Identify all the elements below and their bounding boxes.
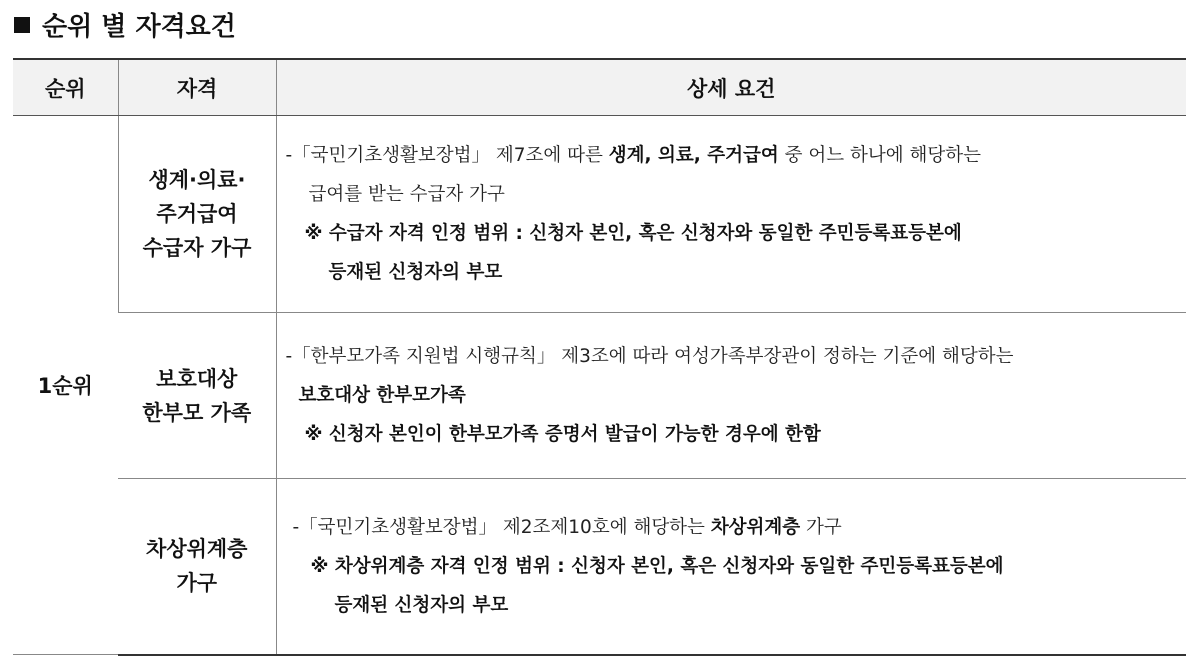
detail-bold-text: 차상위계층 — [710, 516, 801, 538]
section-title: 순위 별 자격요건 — [42, 11, 236, 42]
note-line: ※ 차상위계층 자격 인정 범위 : 신청자 본인, 혹은 신청자와 동일한 주민등록표등본에 — [310, 555, 1004, 577]
qualification-cell — [118, 313, 276, 479]
detail-line: -「한부모가족 지원법 시행규칙」 제3조에 따라 여성가족부장관이 정하는 기준에 해당하는 — [285, 346, 1014, 367]
qualification-table — [13, 58, 1186, 656]
header-qualification: 자격 — [118, 59, 276, 116]
detail-text: -「국민기초생활보장법」 제7조에 따른 — [285, 145, 609, 166]
header-rank: 순위 — [13, 59, 118, 116]
qualification-cell — [118, 116, 276, 313]
table-row — [13, 116, 1186, 313]
table-header-row — [13, 59, 1186, 116]
detail-line: 급여를 받는 수급자 가구 — [308, 184, 505, 205]
qualification-line: 차상위계층 — [146, 537, 248, 562]
qualification-line: 생계·의료· — [148, 168, 246, 192]
rank-cell: 1순위 — [13, 116, 118, 655]
note-line: ※ 수급자 자격 인정 범위 : 신청자 본인, 혹은 신청자와 동일한 주민등록표등본에 — [304, 223, 962, 244]
note-line: ※ 신청자 본인이 한부모가족 증명서 발급이 가능한 경우에 한함 — [304, 424, 821, 445]
detail-cell — [276, 479, 1186, 655]
table-row — [13, 479, 1186, 655]
note-line: 등재된 신청자의 부모 — [328, 262, 503, 283]
table-row — [13, 313, 1186, 479]
detail-text: 가구 — [800, 516, 842, 538]
qualification-line: 보호대상 — [156, 366, 238, 391]
qualification-line: 주거급여 — [156, 202, 238, 226]
section-heading — [14, 4, 236, 44]
square-bullet-icon — [14, 17, 30, 33]
qualification-line: 한부모 가족 — [142, 400, 252, 425]
header-details: 상세 요건 — [276, 59, 1186, 116]
detail-bold-text: 생계, 의료, 주거급여 — [608, 145, 779, 166]
note-line: 등재된 신청자의 부모 — [334, 594, 509, 616]
detail-text: 중 어느 하나에 해당하는 — [778, 145, 981, 166]
detail-bold-line: 보호대상 한부모가족 — [298, 385, 466, 406]
detail-cell — [276, 313, 1186, 479]
qualification-cell — [118, 479, 276, 655]
detail-text: -「국민기초생활보장법」 제2조제10호에 해당하는 — [292, 516, 711, 538]
detail-line — [277, 508, 1187, 547]
qualification-line: 수급자 가구 — [142, 236, 252, 260]
qualification-line: 가구 — [176, 571, 218, 596]
detail-line — [277, 136, 1187, 175]
detail-cell — [276, 116, 1186, 313]
